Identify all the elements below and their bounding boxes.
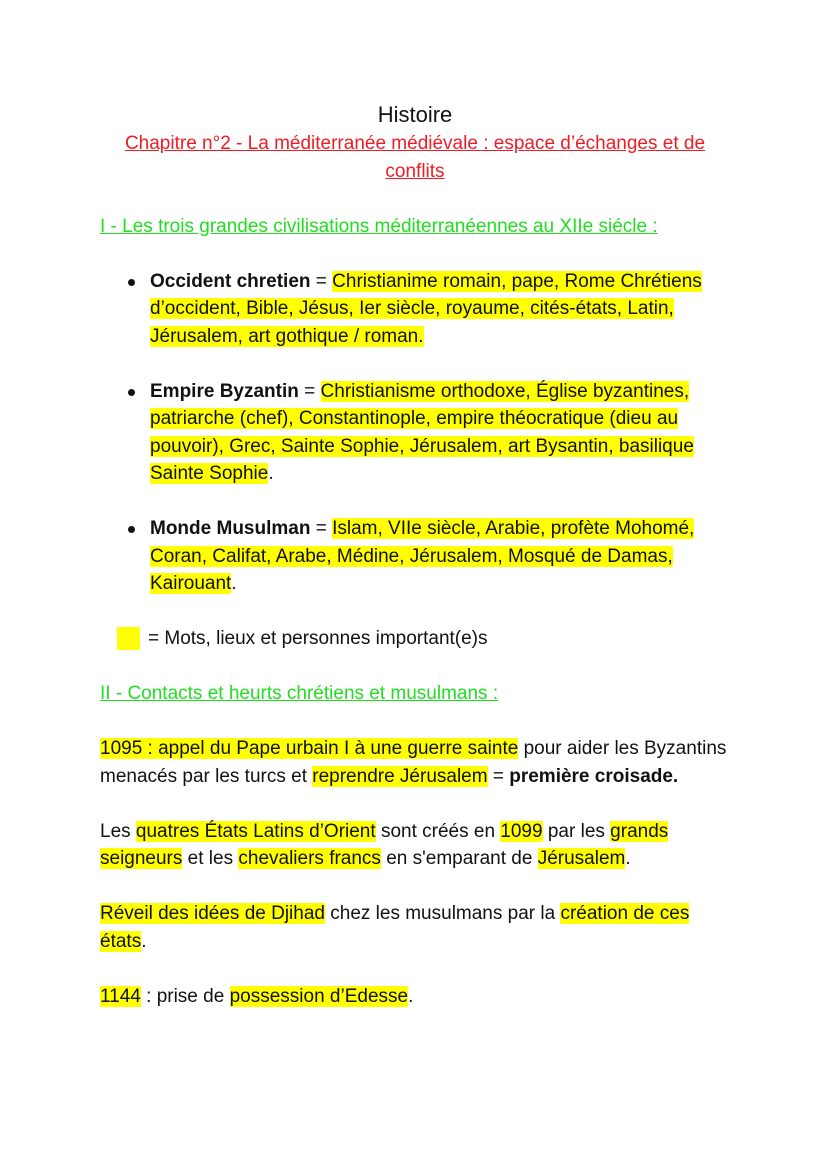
spacer — [128, 350, 730, 378]
spacer — [100, 185, 730, 213]
paragraph-1144 — [100, 983, 730, 1011]
body-text: chez les musulmans par la — [324, 903, 561, 924]
body-text: . — [625, 848, 631, 869]
spacer — [100, 873, 730, 901]
highlight-text: possession d’Edesse — [229, 985, 409, 1007]
paragraph-1099 — [100, 818, 730, 873]
highlight-text: quatres États Latins d’Orient — [135, 820, 376, 842]
body-text: Les — [100, 820, 136, 842]
paragraph-1095 — [100, 735, 730, 790]
spacer — [100, 790, 730, 818]
paragraph-djihad — [100, 900, 730, 955]
list-item-musulman — [128, 515, 730, 598]
civ-keywords: Islam, VIIe siècle, Arabie, profète Mohomé, Coran, Califat, Arabe, Médine, Jérusalem, Mosqué de Damas, Kairouant — [150, 518, 695, 594]
bullet-icon — [128, 526, 135, 533]
spacer — [100, 653, 730, 681]
bullet-icon — [128, 389, 135, 396]
highlight-text: création de ces états — [100, 903, 690, 952]
highlight-text: Réveil des idées de Djihad — [100, 903, 325, 924]
section-2-title: II - Contacts et heurts chrétiens et musulmans : — [100, 683, 499, 704]
spacer — [100, 955, 730, 983]
civ-keywords: Christianime romain, pape, Rome Chrétiens d’occident, Bible, Jésus, Ier siècle, royaume, cités-états, Latin, Jérusalem, art gothique / roman. — [150, 270, 702, 347]
highlight-text: grands seigneurs — [100, 820, 669, 869]
highlight-text: 1095 : appel du Pape urbain I à une guerre sainte — [100, 738, 519, 759]
highlight-text: Jérusalem — [537, 848, 626, 869]
civ-name: Monde Musulman — [150, 518, 311, 539]
list-item-occident — [128, 268, 730, 351]
body-text: = — [487, 765, 510, 787]
highlight-text: chevaliers francs — [238, 848, 381, 869]
highlight-swatch-icon — [117, 627, 140, 650]
body-text: : prise de — [140, 985, 230, 1007]
civ-name: Empire Byzantin — [150, 380, 299, 402]
document-title: Histoire — [377, 102, 453, 127]
chapter-title: Chapitre n°2 - La méditerranée médiévale : espace d’échanges et de conflits — [124, 133, 706, 182]
body-text: et les — [182, 848, 239, 869]
civ-name: Occident chretien — [150, 270, 311, 292]
civilisations-list — [128, 268, 730, 598]
body-text: . — [141, 930, 147, 952]
legend-text: = Mots, lieux et personnes important(e)s — [148, 628, 488, 649]
civ-separator: = — [310, 518, 333, 539]
body-text: . — [408, 985, 414, 1007]
civ-separator: = — [310, 270, 333, 292]
highlight-text: 1144 — [100, 985, 141, 1007]
spacer — [100, 598, 730, 626]
body-text: en s'emparant de — [380, 848, 538, 869]
civ-keywords: Christianisme orthodoxe, Église byzantines, patriarche (chef), Constantinople, empire théocratique (dieu au pouvoir), Grec, Sainte Sophie, Jérusalem, art Bysantin, basilique Sainte Sophie — [150, 380, 694, 484]
spacer — [100, 708, 730, 736]
body-text: par les — [542, 820, 611, 842]
highlight-text: 1099 — [500, 820, 543, 842]
document-page — [100, 100, 730, 1010]
list-item-byzantin — [128, 378, 730, 488]
spacer — [100, 240, 730, 268]
civ-trailing: . — [268, 463, 274, 484]
civ-separator: = — [298, 380, 321, 402]
body-text: sont créés en — [375, 820, 501, 842]
highlight-legend — [117, 625, 730, 653]
spacer — [128, 488, 730, 516]
bullet-icon — [128, 279, 135, 286]
highlight-text: reprendre Jérusalem — [312, 765, 488, 787]
civ-trailing: . — [231, 573, 237, 594]
bold-text: première croisade. — [509, 765, 679, 787]
section-1-title: I - Les trois grandes civilisations méditerranéennes au XIIe siécle : — [100, 215, 658, 237]
body-text: pour aider les Byzantins menacés par les turcs et — [100, 738, 727, 787]
